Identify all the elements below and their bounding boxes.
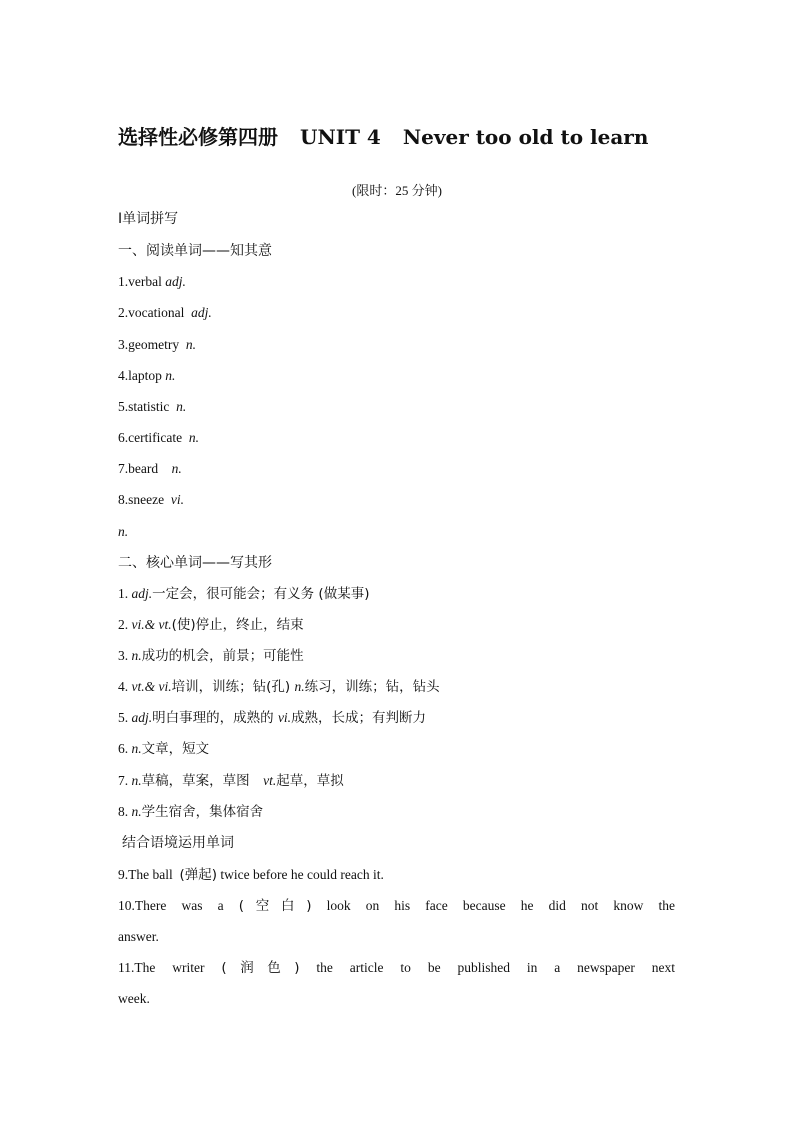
item-pos-2: n. bbox=[294, 679, 305, 694]
vocab-word: 4.laptop bbox=[118, 368, 162, 383]
item-pos: n. bbox=[131, 648, 142, 663]
item-number: 3. bbox=[118, 648, 129, 663]
vocab-item bbox=[118, 429, 217, 449]
title-unit-name: Never too old to learn bbox=[402, 125, 649, 149]
vocab-pos: n. bbox=[171, 461, 182, 476]
item-meaning: 一定会，很可能会；有义务 (做某事) bbox=[152, 586, 370, 602]
core-word-item bbox=[118, 678, 440, 698]
part3-heading bbox=[118, 834, 234, 853]
item-meaning: 草稿，草案，草图 bbox=[141, 773, 264, 789]
vocab-word: 1.verbal bbox=[118, 274, 162, 289]
vocab-word: 8.sneeze bbox=[118, 492, 165, 507]
vocab-item bbox=[118, 491, 202, 511]
item-number: 7. bbox=[118, 773, 129, 788]
item-meaning-2: 起草，草拟 bbox=[276, 773, 344, 789]
core-word-item bbox=[118, 709, 426, 729]
context-question-10 bbox=[118, 897, 675, 917]
core-word-item bbox=[118, 803, 263, 823]
core-word-item bbox=[118, 647, 304, 667]
part1-heading: 一、阅读单词——知其意 bbox=[118, 243, 272, 259]
item-meaning: 明白事理的，成熟的 bbox=[152, 710, 278, 726]
vocab-item bbox=[118, 523, 146, 543]
vocab-item bbox=[118, 367, 193, 387]
vocab-item bbox=[118, 273, 204, 293]
item-meaning: 文章，短文 bbox=[141, 741, 210, 757]
item-meaning: 培训，训练；钻(孔) bbox=[171, 679, 295, 695]
question-11-continued: week. bbox=[118, 991, 150, 1006]
vocab-pos: n. bbox=[188, 430, 199, 445]
vocab-pos: adj. bbox=[165, 274, 186, 289]
question-text: 11.The writer bbox=[118, 960, 205, 975]
vocab-item bbox=[118, 304, 230, 324]
part3-heading-text: 结合语境运用单词 bbox=[122, 835, 234, 851]
question-text: 10.There was a bbox=[118, 898, 224, 913]
section-label: 单词拼写 bbox=[122, 211, 179, 227]
core-word-item bbox=[118, 585, 369, 605]
context-question-11 bbox=[118, 959, 675, 979]
question-hint: (空白) bbox=[238, 898, 312, 914]
section-numeral: Ⅰ bbox=[118, 211, 123, 227]
item-pos: n. bbox=[131, 773, 142, 788]
vocab-word: 5.statistic bbox=[118, 399, 170, 414]
core-word-item bbox=[118, 740, 209, 760]
core-word-item bbox=[118, 772, 344, 792]
question-10-continued: answer. bbox=[118, 929, 159, 944]
item-meaning-2: 成熟，长成；有判断力 bbox=[291, 710, 427, 726]
vocab-item bbox=[118, 336, 214, 356]
page-title bbox=[118, 121, 648, 150]
title-book: 选择性必修第四册 bbox=[118, 125, 278, 149]
item-pos-2: vi. bbox=[277, 710, 292, 725]
item-meaning: 成功的机会，前景；可能性 bbox=[141, 648, 304, 664]
vocab-pos: n. bbox=[176, 399, 187, 414]
vocab-item bbox=[118, 460, 200, 480]
time-limit: (限时：25 分钟) bbox=[352, 183, 442, 198]
question-text: twice before he could reach it. bbox=[220, 867, 384, 882]
question-hint: (弹起) bbox=[179, 867, 218, 883]
context-question-9 bbox=[118, 866, 384, 886]
vocab-pos: vi. bbox=[170, 492, 184, 507]
part2-heading: 二、核心单词——写其形 bbox=[118, 555, 272, 571]
vocab-pos: n. bbox=[165, 368, 176, 383]
vocab-word: 6.certificate bbox=[118, 430, 183, 445]
item-meaning-2: 练习，训练；钻，钻头 bbox=[304, 679, 440, 695]
item-meaning: (使)停止，终止，结束 bbox=[171, 617, 304, 633]
vocab-word: 2.vocational bbox=[118, 305, 185, 320]
item-number: 8. bbox=[118, 804, 129, 819]
vocab-word: 7.beard bbox=[118, 461, 159, 476]
vocab-word: 3.geometry bbox=[118, 337, 180, 352]
item-pos-2: vt. bbox=[263, 773, 277, 788]
item-number: 2. bbox=[118, 617, 129, 632]
question-text: 9.The ball bbox=[118, 867, 173, 882]
section-heading-1 bbox=[118, 210, 178, 228]
item-number: 5. bbox=[118, 710, 129, 725]
question-hint: (润色) bbox=[221, 960, 300, 976]
item-pos: adj. bbox=[131, 710, 153, 725]
vocab-pos: n. bbox=[118, 524, 129, 539]
item-pos: vt.& vi. bbox=[131, 679, 172, 694]
core-word-item bbox=[118, 616, 304, 636]
vocab-pos: n. bbox=[185, 337, 196, 352]
item-number: 4. bbox=[118, 679, 129, 694]
item-pos: adj. bbox=[131, 586, 153, 601]
item-meaning: 学生宿舍，集体宿舍 bbox=[141, 804, 264, 820]
item-pos: n. bbox=[131, 804, 142, 819]
item-pos: vi.& vt. bbox=[131, 617, 172, 632]
vocab-pos: adj. bbox=[191, 305, 212, 320]
question-text: the article to be published in a newspaper next bbox=[316, 960, 676, 975]
item-number: 1. bbox=[118, 586, 129, 601]
vocab-item bbox=[118, 398, 204, 418]
title-unit: UNIT 4 bbox=[300, 125, 381, 149]
question-text: look on his face because he did not know the bbox=[326, 898, 676, 913]
item-pos: n. bbox=[131, 741, 142, 756]
item-number: 6. bbox=[118, 741, 129, 756]
